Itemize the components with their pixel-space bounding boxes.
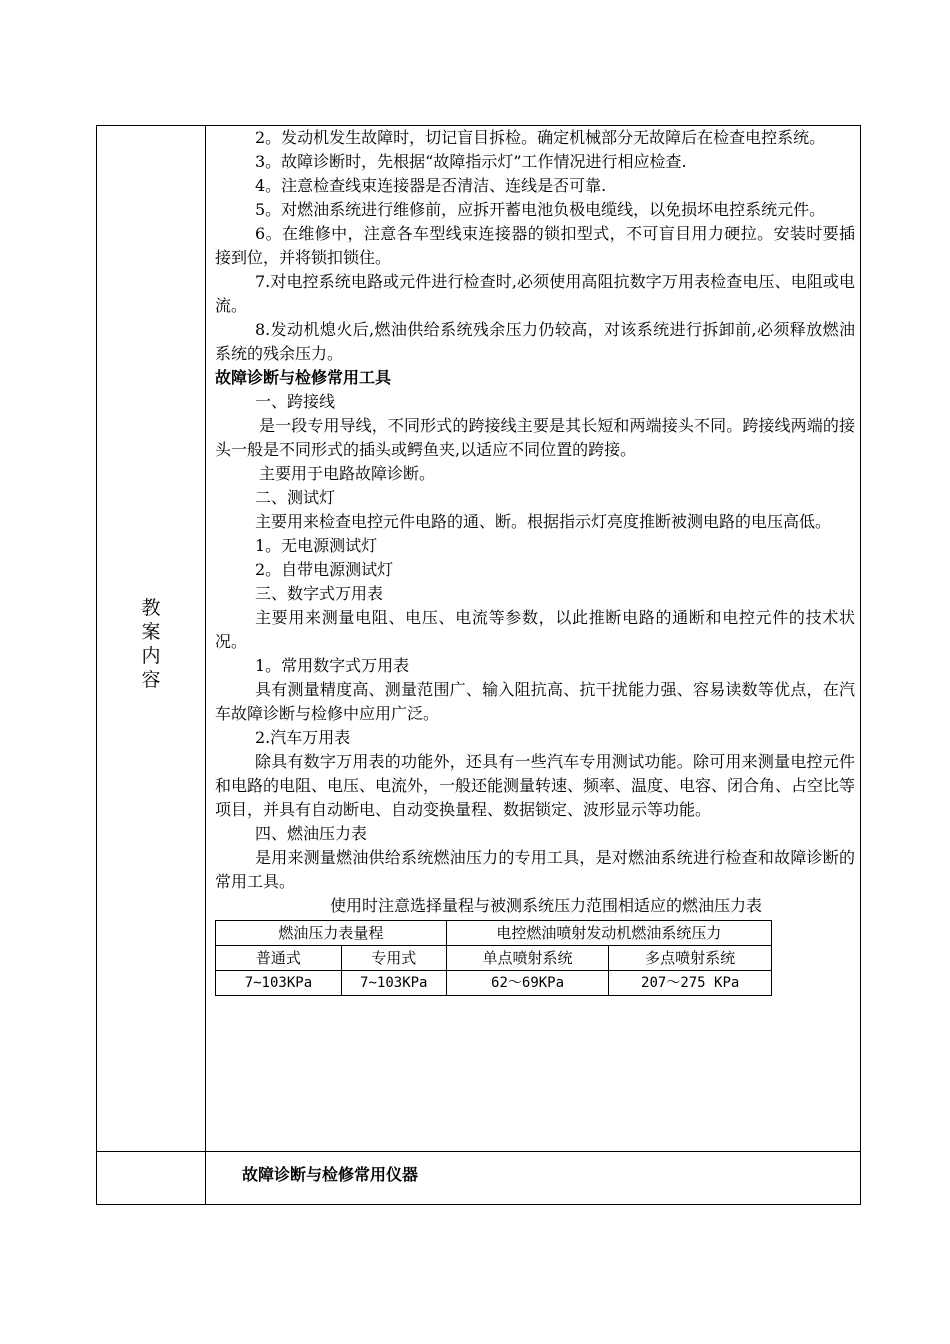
list-item: 2.汽车万用表 [255, 728, 351, 747]
list-item: 1。常用数字式万用表 [255, 656, 410, 675]
label-char: 内 [141, 645, 161, 667]
table-subheader: 普通式 [216, 946, 342, 971]
table-header: 燃油压力表量程 [216, 921, 447, 946]
paragraph: 7.对电控系统电路或元件进行检查时,必须使用高阻抗数字万用表检查电压、电阻或电流。 [215, 272, 855, 315]
label-char: 案 [141, 621, 161, 643]
subheading: 二、测试灯 [255, 488, 336, 507]
paragraph: 具有测量精度高、测量范围广、输入阻抗高、抗干扰能力强、容易读数等优点，在汽车故障诊断与检修中应用广泛。 [215, 680, 855, 723]
paragraph: 主要用来检查电控元件电路的通、断。根据指示灯亮度推断被测电路的电压高低。 [255, 512, 832, 531]
subheading: 三、数字式万用表 [255, 584, 384, 603]
table-header: 电控燃油喷射发动机燃油系统压力 [446, 921, 771, 946]
paragraph: 2。发动机发生故障时，切记盲目拆检。确定机械部分无故障后在检查电控系统。 [255, 128, 826, 147]
table-cell: 7~103KPa [216, 971, 342, 996]
label-char: 教 [141, 597, 161, 619]
paragraph: 5。对燃油系统进行维修前，应拆开蓄电池负极电缆线，以免损坏电控系统元件。 [255, 200, 826, 219]
label-char: 容 [141, 669, 161, 691]
table-cell: 7~103KPa [341, 971, 446, 996]
paragraph: 4。注意检查线束连接器是否清洁、连线是否可靠. [255, 176, 607, 195]
table-cell: 207～275 KPa [609, 971, 772, 996]
lesson-plan-table [96, 125, 861, 1205]
next-section-heading: 故障诊断与检修常用仪器 [242, 1165, 419, 1184]
row-label [97, 596, 205, 692]
paragraph: 8.发动机熄火后,燃油供给系统残余压力仍较高，对该系统进行拆卸前,必须释放燃油系统的残余压力。 [215, 320, 855, 363]
table-subheader: 专用式 [341, 946, 446, 971]
paragraph: 是一段专用导线，不同形式的跨接线主要是其长短和两端接头不同。跨接线两端的接头一般是不同形式的插头或鳄鱼夹,以适应不同位置的跨接。 [215, 416, 855, 459]
paragraph: 除具有数字万用表的功能外，还具有一些汽车专用测试功能。除可用来测量电控元件和电路的电阻、电压、电流外，一般还能测量转速、频率、温度、电容、闭合角、占空比等项目，并具有自动断电、自动变换量程、数据锁定、波形显示等功能。 [215, 752, 856, 819]
paragraph: 3。故障诊断时，先根据“故障指示灯”工作情况进行相应检查. [255, 152, 687, 171]
subheading: 四、燃油压力表 [255, 824, 368, 843]
pressure-table [215, 920, 772, 996]
paragraph: 主要用来测量电阻、电压、电流等参数，以此推断电路的通断和电控元件的技术状况。 [215, 608, 855, 651]
list-item: 1。无电源测试灯 [255, 536, 378, 555]
paragraph: 主要用于电路故障诊断。 [259, 464, 436, 483]
table-subheader: 单点喷射系统 [446, 946, 609, 971]
column-divider [205, 126, 206, 1204]
row-divider [97, 1151, 860, 1152]
table-subheader: 多点喷射系统 [609, 946, 772, 971]
list-item: 2。自带电源测试灯 [255, 560, 394, 579]
lesson-content [215, 126, 855, 996]
table-caption: 使用时注意选择量程与被测系统压力范围相适应的燃油压力表 [329, 896, 762, 915]
subheading: 一、跨接线 [255, 392, 336, 411]
paragraph: 6。在维修中，注意各车型线束连接器的锁扣型式，不可盲目用力硬拉。安装时要插接到位，并将锁扣锁住。 [215, 224, 855, 267]
paragraph: 是用来测量燃油供给系统燃油压力的专用工具，是对燃油系统进行检查和故障诊断的常用工具。 [215, 848, 855, 891]
section-heading: 故障诊断与检修常用工具 [215, 368, 392, 387]
table-cell: 62～69KPa [446, 971, 609, 996]
